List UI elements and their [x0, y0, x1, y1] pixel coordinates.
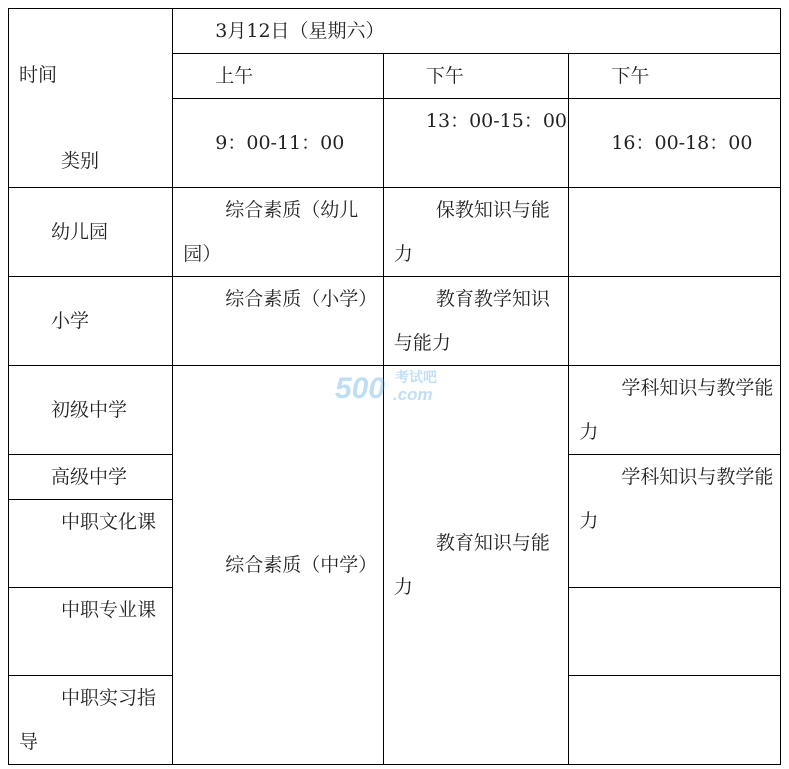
afternoon1-primary: 教育教学知识与能力	[383, 277, 568, 366]
category-kindergarten: 幼儿园	[9, 188, 173, 277]
watermark-number: 500	[335, 372, 386, 405]
session-label-afternoon-1: 下午	[383, 54, 568, 99]
morning-kindergarten: 综合素质（幼儿园）	[173, 188, 384, 277]
watermark-brand-text: 考试吧	[395, 370, 437, 386]
corner-header-cell	[9, 9, 173, 188]
exam-schedule-table	[8, 8, 781, 765]
category-senior-high: 高级中学	[9, 455, 173, 500]
date-header: 3月12日（星期六）	[173, 9, 781, 54]
category-junior-high: 初级中学	[9, 366, 173, 455]
afternoon1-secondary: 教育知识与能力	[383, 366, 568, 765]
watermark-domain: .com	[393, 385, 433, 404]
afternoon2-senior-vocational: 学科知识与教学能力	[569, 455, 781, 588]
afternoon2-vocational-practice	[569, 676, 781, 765]
session-time-morning: 9：00-11：00	[173, 99, 384, 188]
category-vocational-professional: 中职专业课	[9, 588, 173, 676]
category-vocational-culture: 中职文化课	[9, 500, 173, 588]
afternoon1-kindergarten: 保教知识与能力	[383, 188, 568, 277]
session-time-afternoon-2: 16：00-18：00	[569, 99, 781, 188]
afternoon2-vocational-professional	[569, 588, 781, 676]
corner-category-label: 类别	[61, 150, 100, 172]
afternoon2-kindergarten	[569, 188, 781, 277]
session-label-afternoon-2: 下午	[569, 54, 781, 99]
morning-secondary: 综合素质（中学）	[173, 366, 384, 765]
category-vocational-practice: 中职实习指导	[9, 676, 173, 765]
category-primary: 小学	[9, 277, 173, 366]
session-time-afternoon-1: 13：00-15：00	[383, 99, 568, 188]
session-label-morning: 上午	[173, 54, 384, 99]
corner-time-label: 时间	[19, 64, 58, 86]
morning-primary: 综合素质（小学）	[173, 277, 384, 366]
afternoon2-junior-high: 学科知识与教学能力	[569, 366, 781, 455]
afternoon2-primary	[569, 277, 781, 366]
